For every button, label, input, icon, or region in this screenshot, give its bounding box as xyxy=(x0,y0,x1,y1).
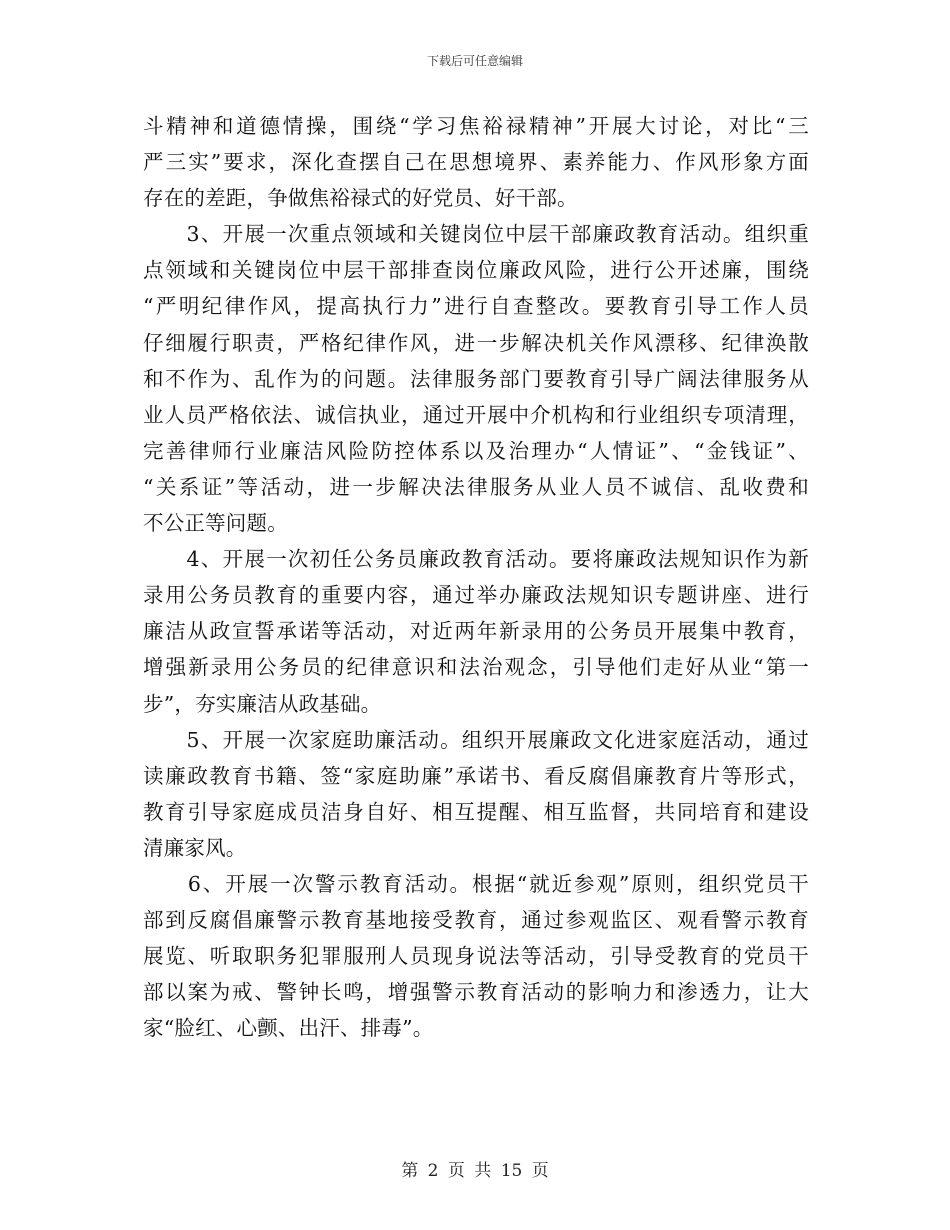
text-line: 清廉家风。 xyxy=(143,835,247,860)
text-line: “严明纪律作风，提高执行力”进行自查整改。要教育引导工作人员 xyxy=(143,294,809,319)
page-header: 下载后可任意编辑 xyxy=(426,54,523,68)
text-line: 存在的差距，争做焦裕禄式的好党员、好干部。 xyxy=(143,186,578,211)
paragraph xyxy=(143,216,809,541)
page-number-footer: 第 2 页 共 15 页 xyxy=(401,1161,549,1181)
text-line: 完善律师行业廉洁风险防控体系以及治理办“人情证”、“金钱证”、 xyxy=(143,438,809,463)
text-line: 仔细履行职责，严格纪律作风，进一步解决机关作风漂移、纪律涣散 xyxy=(143,330,809,355)
text-line: 步”，夯实廉洁从政基础。 xyxy=(143,691,382,716)
text-line: 6、开展一次警示教育活动。根据“就近参观”原则，组织党员干 xyxy=(143,871,809,896)
paragraph xyxy=(143,541,809,721)
text-line: 家“脸红、心颤、出汗、排毒”。 xyxy=(143,1016,434,1041)
text-line: 3、开展一次重点领域和关键岗位中层干部廉政教育活动。组织重 xyxy=(143,222,809,247)
text-line: 展览、听取职务犯罪服刑人员现身说法等活动，引导受教育的党员干 xyxy=(143,944,809,969)
text-line: 部以案为戒、警钟长鸣，增强警示教育活动的影响力和渗透力，让大 xyxy=(143,980,809,1005)
text-line: 5、开展一次家庭助廉活动。组织开展廉政文化进家庭活动，通过 xyxy=(143,727,809,752)
text-line: 部到反腐倡廉警示教育基地接受教育，通过参观监区、观看警示教育 xyxy=(143,908,809,933)
paragraph xyxy=(143,866,809,1046)
text-line: 点领域和关键岗位中层干部排查岗位廉政风险，进行公开述廉，围绕 xyxy=(143,258,809,283)
text-line: 读廉政教育书籍、签“家庭助廉”承诺书、看反腐倡廉教育片等形式， xyxy=(143,763,809,788)
document-body xyxy=(143,108,809,1046)
text-line: 增强新录用公务员的纪律意识和法治观念，引导他们走好从业“第一 xyxy=(143,655,809,680)
text-line: 业人员严格依法、诚信执业，通过开展中介机构和行业组织专项清理， xyxy=(143,402,809,427)
text-line: 严三实”要求，深化查摆自己在思想境界、素养能力、作风形象方面 xyxy=(143,150,809,175)
text-line: 和不作为、乱作为的问题。法律服务部门要教育引导广阔法律服务从 xyxy=(143,366,809,391)
text-line: 斗精神和道德情操，围绕“学习焦裕禄精神”开展大讨论，对比“三 xyxy=(143,114,809,138)
text-line: 不公正等问题。 xyxy=(143,511,288,536)
text-line: “关系证”等活动，进一步解决法律服务从业人员不诚信、乱收费和 xyxy=(143,474,809,499)
text-line: 录用公务员教育的重要内容，通过举办廉政法规知识专题讲座、进行 xyxy=(143,583,809,608)
text-line: 廉洁从政宣誓承诺等活动，对近两年新录用的公务员开展集中教育， xyxy=(143,619,809,644)
paragraph xyxy=(143,108,809,216)
text-line: 4、开展一次初任公务员廉政教育活动。要将廉政法规知识作为新 xyxy=(143,547,809,572)
text-line: 教育引导家庭成员洁身自好、相互提醒、相互监督，共同培育和建设 xyxy=(143,799,809,824)
paragraph xyxy=(143,722,809,866)
